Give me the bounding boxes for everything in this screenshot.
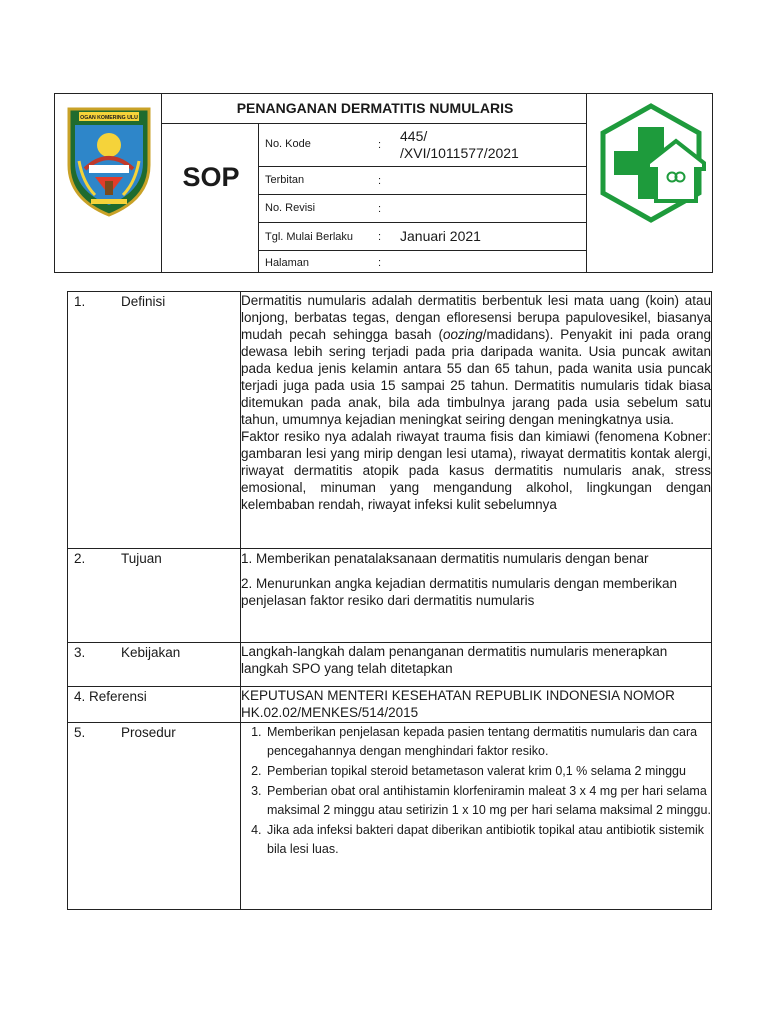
divider [258,222,586,223]
field-label-terbitan: Terbitan [265,174,305,186]
sop-content-table [67,291,712,910]
section-name-tujuan: Tujuan [121,551,162,566]
document-title: PENANGANAN DERMATITIS NUMULARIS [236,100,514,116]
procedure-list [241,723,711,859]
tujuan-item: 1. Memberikan penatalaksanaan dermatitis numularis dengan benar [241,551,649,566]
field-colon: : [378,231,382,243]
section-content-prosedur [241,723,712,910]
section-heading [68,549,241,643]
section-content-definisi [241,292,712,549]
procedure-step: 3. Pemberian obat oral antihistamin klorfeniramin maleat 3 x 4 mg per hari selama maksimal 2 minggu atau setirizin 1 x 10 mg per hari selama maksimal 2 minggu. [265,782,711,820]
section-name-referensi: 4. Referensi [74,689,147,704]
section-number: 1. [74,294,86,309]
divider [161,123,586,124]
section-number: 5. [74,725,86,740]
section-heading [68,723,241,910]
table-row-definisi [68,292,712,549]
divider [258,194,586,195]
field-colon: : [378,139,382,151]
section-name-prosedur: Prosedur [121,725,176,740]
table-row-prosedur [68,723,712,910]
field-label-kode: No. Kode [265,138,311,150]
field-label-tgl: Tgl. Mulai Berlaku [265,231,354,243]
definisi-text: Dermatitis numularis adalah dermatitis berbentuk lesi mata uang (koin) atau lonjong, berbatas tegas, dengan efloresensi berupa papulovesikel, biasanya mudah pecah sehingga basah ( [241,293,711,342]
tujuan-item: 2. Menurunkan angka kejadian dermatitis numularis dengan memberikan penjelasan faktor resiko dari dermatitis numularis [241,576,677,608]
table-row-referensi [68,687,712,723]
section-heading [68,292,241,549]
logo-text: OGAN KOMERING ULU [80,115,138,121]
section-name-definisi: Definisi [121,294,166,309]
sop-header [54,93,713,273]
sop-label: SOP [182,162,240,192]
section-number: 3. [74,645,86,660]
field-value-kode: 445/ /XVI/1011577/2021 [400,128,519,161]
divider [258,166,586,167]
field-label-halaman: Halaman [265,257,310,269]
section-number: 2. [74,551,86,566]
divider [258,250,586,251]
definisi-italic-term: oozing [442,327,483,342]
section-content-tujuan [241,549,712,643]
field-colon: : [378,203,382,215]
field-colon: : [378,257,382,269]
section-content-referensi: KEPUTUSAN MENTERI KESEHATAN REPUBLIK INDONESIA NOMOR HK.02.02/MENKES/514/2015 [241,687,712,723]
definisi-paragraph-1 [241,292,711,428]
definisi-text: /madidans). Penyakit ini pada orang dewasa lebih sering terjadi pada pria daripada wanita. Usia puncak awitan pada kedua jenis kelamin antara 55 dan 65 tahun, pada wanita usia puncak terjadi juga pada usia 15 sampai 25 tahun. Dermatitis numularis tidak biasa ditemukan pada anak, bila ada timbulnya jarang pada usia sebelum satu tahun, umumnya kejadian meningkat seiring dengan meningkatnya usia. [241,327,711,427]
table-row-kebijakan [68,643,712,687]
regency-coat-of-arms-icon [65,103,153,219]
procedure-step: 1. Memberikan penjelasan kepada pasien tentang dermatitis numularis dan cara pencegahannya dengan menghindari faktor resiko. [265,723,711,761]
field-value-tgl: Januari 2021 [400,228,481,244]
definisi-paragraph-2: Faktor resiko nya adalah riwayat trauma fisis dan kimiawi (fenomena Kobner: gambaran lesi yang mirip dengan lesi utama), riwayat dermatitis kontak alergi, riwayat dermatitis atopik pada kasus dermatitis numularis anak, stress emosional, minuman yang mengandung alkohol, lingkungan dengan kelembaban rendah, riwayat infeksi kulit sebelumnya [241,429,711,512]
puskesmas-green-cross-icon [596,103,706,231]
table-row-tujuan [68,549,712,643]
section-heading [68,687,241,723]
divider [586,94,587,272]
section-heading [68,643,241,687]
section-name-kebijakan: Kebijakan [121,645,181,660]
field-label-revisi: No. Revisi [265,202,316,214]
divider [161,94,162,272]
procedure-step: 4. Jika ada infeksi bakteri dapat diberikan antibiotik topikal atau antibiotik sistemik bila lesi luas. [265,821,711,859]
field-colon: : [378,175,382,187]
section-content-kebijakan: Langkah-langkah dalam penanganan dermatitis numularis menerapkan langkah SPO yang telah ditetapkan [241,643,712,687]
procedure-step: 2. Pemberian topikal steroid betametason valerat krim 0,1 % selama 2 minggu [265,762,711,781]
